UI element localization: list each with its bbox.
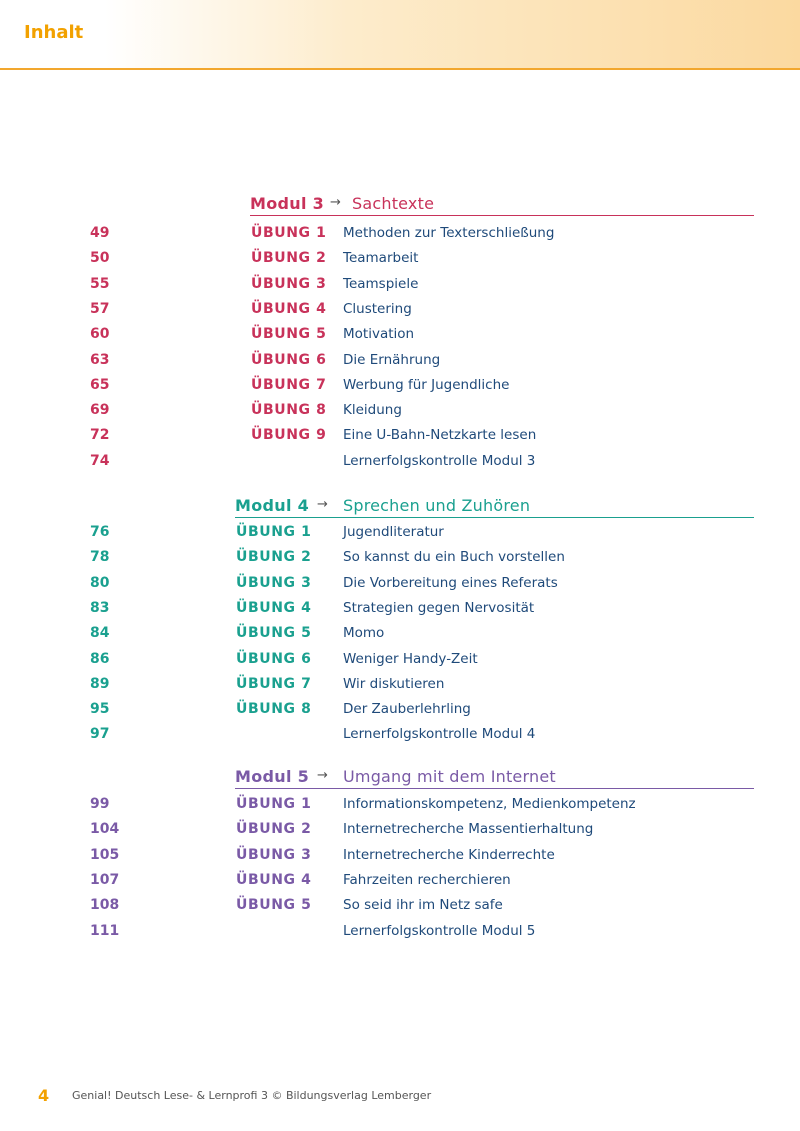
toc-row — [0, 571, 800, 596]
toc-uebung-label: ÜBUNG 3 — [236, 574, 312, 591]
toc-topic: Methoden zur Texterschließung — [343, 225, 555, 241]
toc-uebung-label: ÜBUNG 4 — [236, 599, 312, 616]
module-title: Umgang mit dem Internet — [343, 767, 556, 786]
module-5-header — [235, 763, 754, 789]
toc-page-number: 89 — [90, 675, 110, 692]
toc-row — [0, 792, 800, 817]
toc-row — [0, 348, 800, 373]
toc-row — [0, 817, 800, 842]
toc-topic: Internetrecherche Massentierhaltung — [343, 821, 594, 838]
toc-page-number: 86 — [90, 650, 110, 667]
toc-uebung-label: ÜBUNG 2 — [236, 549, 312, 566]
toc-uebung-label: ÜBUNG 3 — [251, 275, 327, 292]
toc-uebung-label: ÜBUNG 6 — [236, 650, 312, 667]
toc-topic: Die Ernährung — [343, 351, 441, 368]
toc-row — [0, 449, 800, 474]
page-number: 4 — [38, 1086, 50, 1105]
toc-row — [0, 596, 800, 621]
toc-row — [0, 919, 800, 944]
toc-page-number: 55 — [90, 275, 110, 292]
toc-page-number: 80 — [90, 574, 110, 591]
toc-uebung-label: ÜBUNG 1 — [236, 796, 312, 812]
toc-uebung-label: ÜBUNG 7 — [251, 376, 327, 393]
module-divider — [250, 215, 754, 217]
toc-row — [0, 221, 800, 246]
module-label: Modul 4 — [235, 496, 310, 515]
page-title: Inhalt — [24, 22, 84, 43]
toc-topic: Clustering — [343, 300, 412, 317]
toc-uebung-label: ÜBUNG 4 — [251, 300, 327, 317]
module-4-header — [235, 492, 754, 518]
toc-topic: So kannst du ein Buch vorstellen — [343, 549, 565, 566]
toc-uebung-label: ÜBUNG 8 — [236, 701, 312, 718]
toc-topic: Eine U-Bahn-Netzkarte lesen — [343, 427, 537, 444]
toc-page-number: 83 — [90, 599, 110, 616]
toc-row — [0, 398, 800, 423]
toc-uebung-label: ÜBUNG 2 — [251, 250, 327, 267]
toc-page-number: 84 — [90, 625, 110, 642]
toc-topic: Weniger Handy-Zeit — [343, 650, 478, 667]
toc-topic: Internetrecherche Kinderrechte — [343, 846, 555, 863]
toc-row — [0, 545, 800, 570]
module-label: Modul 3 — [250, 194, 325, 213]
toc-uebung-label: ÜBUNG 2 — [236, 821, 312, 838]
toc-page-number: 72 — [90, 427, 110, 444]
toc-uebung-label: ÜBUNG 1 — [251, 225, 327, 241]
toc-page-number: 95 — [90, 701, 110, 718]
module-divider — [235, 788, 754, 790]
toc-page-number: 111 — [90, 922, 120, 939]
toc-row — [0, 520, 800, 545]
toc-row — [0, 697, 800, 722]
toc-topic: Strategien gegen Nervosität — [343, 599, 535, 616]
toc-topic: Wir diskutieren — [343, 675, 445, 692]
toc-topic: Lernerfolgskontrolle Modul 4 — [343, 726, 536, 743]
module-3-header — [250, 190, 754, 216]
arrow-right-icon: → — [317, 768, 328, 783]
toc-row — [0, 843, 800, 868]
copyright-credit: Genial! Deutsch Lese- & Lernprofi 3 © Bildungsverlag Lemberger — [72, 1089, 432, 1102]
toc-page-number: 65 — [90, 376, 110, 393]
toc-page-number: 76 — [90, 524, 110, 540]
toc-page-number: 63 — [90, 351, 110, 368]
toc-topic: Werbung für Jugendliche — [343, 376, 510, 393]
toc-uebung-label: ÜBUNG 1 — [236, 524, 312, 540]
toc-page-number: 57 — [90, 300, 110, 317]
toc-page-number: 60 — [90, 326, 110, 343]
toc-row — [0, 322, 800, 347]
toc-topic: Lernerfolgskontrolle Modul 3 — [343, 452, 536, 469]
toc-uebung-label: ÜBUNG 3 — [236, 846, 312, 863]
toc-page-number: 50 — [90, 250, 110, 267]
toc-topic: Motivation — [343, 326, 415, 343]
toc-topic: Fahrzeiten recherchieren — [343, 871, 511, 888]
module-title: Sprechen und Zuhören — [343, 496, 531, 515]
module-divider — [235, 517, 754, 519]
toc-row — [0, 672, 800, 697]
arrow-right-icon: → — [330, 195, 341, 210]
toc-topic: Der Zauberlehrling — [343, 701, 471, 718]
arrow-right-icon: → — [317, 497, 328, 512]
toc-topic: So seid ihr im Netz safe — [343, 897, 503, 914]
toc-uebung-label: ÜBUNG 5 — [251, 326, 327, 343]
toc-row — [0, 868, 800, 893]
toc-page-number: 108 — [90, 897, 120, 914]
toc-uebung-label: ÜBUNG 4 — [236, 871, 312, 888]
toc-row — [0, 647, 800, 672]
toc-row — [0, 893, 800, 918]
toc-uebung-label: ÜBUNG 9 — [251, 427, 327, 444]
toc-row — [0, 246, 800, 271]
toc-topic: Die Vorbereitung eines Referats — [343, 574, 558, 591]
toc-uebung-label: ÜBUNG 8 — [251, 402, 327, 419]
toc-topic: Teamspiele — [343, 275, 419, 292]
toc-page-number: 97 — [90, 726, 110, 743]
toc-uebung-label: ÜBUNG 5 — [236, 897, 312, 914]
toc-row — [0, 423, 800, 448]
toc-row — [0, 722, 800, 747]
toc-page-number: 69 — [90, 402, 110, 419]
toc-row — [0, 272, 800, 297]
header-band — [105, 0, 800, 68]
page-header — [0, 0, 800, 70]
toc-page-number: 107 — [90, 871, 120, 888]
toc-topic: Kleidung — [343, 402, 402, 419]
toc-row — [0, 373, 800, 398]
module-label: Modul 5 — [235, 767, 310, 786]
toc-row — [0, 621, 800, 646]
toc-topic: Jugendliteratur — [343, 524, 444, 540]
toc-uebung-label: ÜBUNG 5 — [236, 625, 312, 642]
toc-row — [0, 297, 800, 322]
toc-page-number: 99 — [90, 796, 110, 812]
toc-uebung-label: ÜBUNG 6 — [251, 351, 327, 368]
toc-page-number: 78 — [90, 549, 110, 566]
toc-uebung-label: ÜBUNG 7 — [236, 675, 312, 692]
toc-topic: Momo — [343, 625, 385, 642]
toc-topic: Teamarbeit — [343, 250, 419, 267]
module-title: Sachtexte — [352, 194, 435, 213]
toc-page-number: 104 — [90, 821, 120, 838]
toc-topic: Lernerfolgskontrolle Modul 5 — [343, 922, 536, 939]
toc-page-number: 105 — [90, 846, 120, 863]
toc-page-number: 74 — [90, 452, 110, 469]
toc-topic: Informationskompetenz, Medienkompetenz — [343, 796, 636, 812]
toc-page-number: 49 — [90, 225, 110, 241]
